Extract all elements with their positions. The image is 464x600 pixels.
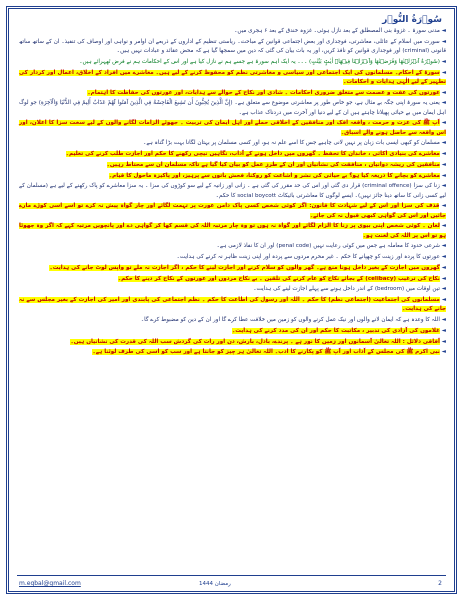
paragraph: ◄ زنا کی سزا (criminal offence) قرار دی گئی اور اس کی حد مقرر کی گئی ہے ۔ زانی اور زانیہ کے لیے سو کوڑوں کی سزا ۔ یہ سزا معاشرے کو پاک رکھنے کے لیے ہے (مسلمان کے لیے کسی زانی کا ساتھ دینا جائز نہیں)۔ ایسے لوگوں کا معاشرتی بائیکاٹ social boycott کا حکم۔ — [19, 183, 446, 199]
paragraph: ◄ منافقین کی ریشہ دوانیاں ، منافقت کی نشانیاں اور ان کے طرزِ عمل کو بیان کیا گیا ہے تاکہ مسلمان ان سے محتاط رہیں۔ — [106, 161, 446, 168]
paragraph: ◄ مسلمان کو کبھی ایسی بات زبان پر نہیں لانی چاہیے جس کا اسے علم نہ ہو، اور کسی مسلمان پر بہتان لگانا بہت بڑا گناہ ہے۔ — [143, 140, 446, 147]
paragraph: ◄ نبی اکرم ﷺ کی مجلس کے آداب اور آپ ﷺ کو پکارنے کا ادب۔ اللہ تعالیٰ ہر چیز کو جانتا ہے اور سب کو اسی کی طرف لوٹنا ہے۔ — [92, 349, 446, 356]
paragraph: ◄ شرعی حدود کا معاملہ ہے جس میں کوئی رعایت نہیں (penal code) اور ان کا نفاذ لازمی ہے۔ — [216, 243, 446, 250]
paragraph: ◄ آپ ﷺ کی عزت و حرمت ، واقعہ افک اور منافقین کے اخلاقی حملے اور اہل ایمان کی تربیت ۔ جھوٹے الزامات لگانے والوں کے لیے سخت سزا کا اعلان، اور اس واقعہ سے حاصل ہونے والے اسباق۔ — [19, 120, 446, 136]
paragraph: ◄ عورتوں کی عفت و عصمت سے متعلق ضروری احکامات ۔ شادی اور نکاح کے حوالے سے ہدایات، اور عورتوں کی حفاظت کا اہتمام۔ — [87, 89, 446, 96]
paragraph: ◄ سورت میں اسلام کے عائلی، معاشرتی، فوجداری اور بعض اجتماعی قوانین کے مباحث۔ ریاستی تنظیم کے اداروں کے ذریعے ان اوامر و نواہی اور اوصاف کی تنفیذ۔ ان کے ساتھ ساتھ قانونی (criminal) اور فوجداری قوانین کو نافذ کریں، اور یہ بات بیان کی گئی کہ دین میں سمجھا گیا ہے کہ محض عقائد و عبادات نہیں ہیں۔ — [19, 38, 446, 54]
surah-title: سُوۡرَةُ النُّوۡر — [382, 15, 442, 25]
paragraph: ◄ یعنی یہ سورۃ اپنی جگہ بے مثال ہے، جو خاص طور پر معاشرتی موضوع سے متعلق ہے۔ (إِنَّ الَّذِينَ يُحِبُّونَ أَن تَشِيعَ الْفَاحِشَةُ فِي الَّذِينَ آمَنُوا لَهُمْ عَذَابٌ أَلِيمٌ فِي الدُّنْيَا وَالْآخِرَةِ) جو لوگ اہل ایمان میں بے حیائی پھیلانا چاہتے ہیں ان کے لیے دنیا اور آخرت میں دردناک عذاب ہے۔ — [19, 100, 446, 116]
paragraph: ◄ معاشرے کو بچانے کا ذریعہ کیا ہو؟ بے حیائی کی نشر و اشاعت کو روکنا، فحش باتوں سے پرہیز، اور پاکیزہ ماحول کا قیام۔ — [108, 172, 446, 179]
paragraph: ◄ اللہ کا وعدہ ہے کہ ایمان لانے والوں اور نیک عمل کرنے والوں کو زمین میں خلافت عطا کرے گا اور ان کے دین کو مضبوط کرے گا۔ — [140, 317, 446, 323]
paragraph: ◄ لعان ۔ کوئی شخص اپنی بیوی پر زنا کا الزام لگائے اور گواہ نہ ہوں تو وہ چار مرتبہ اللہ کی قسم کھا کر گواہی دے اور پانچویں مرتبہ کہے کہ اگر وہ جھوٹا ہو تو اس پر اللہ کی لعنت ہو۔ — [19, 223, 446, 239]
paragraph: ◄ آفاقی دلائل : اللہ تعالیٰ آسمانوں اور زمین کا نور ہے ۔ پرندے، بادل، بارش، دن اور رات کی گردش سب اللہ کی قدرت کی نشانیاں ہیں۔ — [70, 338, 446, 345]
paragraph: ◄ گھروں میں اجازت کے بغیر داخل ہونا منع ہے۔ گھر والوں کو سلام کرنے اور اجازت لینے کا حکم ، اگر اجازت نہ ملے تو واپس لوٹ جانے کی ہدایت۔ — [49, 264, 446, 271]
paragraph: ◄ سورۃ کے احکام۔ مسلمانوں کی ایک اجتماعی اور سیاسی و معاشرتی نظم کو محفوظ کرنے کے لیے ہیں۔ معاشرے میں افراد کے اخلاق، اعمال اور کردار کی تطہیر کے لیے الٰہی ہدایات و احکامات۔ — [19, 69, 446, 85]
footer-divider — [17, 575, 446, 576]
paragraph: ◄ غلاموں کی آزادی کی تدبیر ، مکاتبت کا حکم اور ان کی مدد کرنے کی ہدایت۔ — [232, 327, 446, 334]
document-page — [6, 6, 457, 594]
paragraph: ◄ مسلمانوں کی اجتماعیت (اجتماعی نظم) کا حکم ۔ اللہ اور رسول کی اطاعت کا حکم ۔ نظم اجتماعی کی پابندی اور امیر کی اجازت کے بغیر مجلس سے نہ جانے کی ہدایت۔ — [19, 297, 446, 313]
paragraph: ◄ مدنی سورۃ ۔ غزوۂ بنی المصطلق کے بعد نازل ہوئی۔ غزوہ خندق کے بعد ۶ ہجری میں۔ — [234, 28, 446, 34]
paragraph: ◄ معاشرے کی بنیادی اکائی ، خاندان کا تحفظ ۔ گھروں میں داخل ہونے کے آداب، نگاہیں نیچی رکھنے کا حکم اور اجازت طلب کرنے کی تعلیم۔ — [65, 151, 446, 157]
footer-date: رمضان 1444 — [199, 581, 231, 587]
body-text — [19, 27, 446, 359]
paragraph: ◄ تین اوقات میں (bedroom) کے اندر داخل ہونے سے پہلے اجازت لینے کی ہدایت۔ — [253, 286, 446, 293]
page-number: 2 — [438, 580, 442, 587]
footer-email-link[interactable]: m.eqbal@gmail.com — [19, 580, 81, 587]
paragraph: ◄ عورتوں کا پردہ اور زینت کو چھپانے کا حکم ۔ غیر محرم مردوں سے پردہ اور اپنی زینت ظاہر نہ کرنے کی ہدایت۔ — [176, 254, 446, 260]
paragraph: ◄ نکاح کی ترغیب (celibacy) کے بجائے نکاح کو عام کرنے کی تلقین ۔ بے نکاح مردوں اور عورتوں کے نکاح کر دینے کا حکم۔ — [117, 275, 446, 282]
paragraph: ◄ (سُوۡرَةٌ اَنۡزَلۡنٰهَا وَفَرَضۡنٰهَا وَاَنۡزَلۡنَا فِيۡهَاۤ اٰيٰتٍۢ بَيِّنٰتٍ) ۔۔۔ یہ ایک اہم سورۃ ہے جسے ہم نے نازل کیا ہے اور اس کے احکامات ہم نے فرض ٹھہرائے ہیں۔ — [79, 58, 446, 65]
paragraph: ◄ قذف کی سزا اور اس کے لیے شہادت کا قانون: اگر کوئی شخص کسی پاک دامن عورت پر تہمت لگائے اور چار گواہ پیش نہ کرے تو اسے اسی کوڑے مارے جائیں اور اس کی گواہی کبھی قبول نہ کی جائے۔ — [19, 203, 446, 219]
